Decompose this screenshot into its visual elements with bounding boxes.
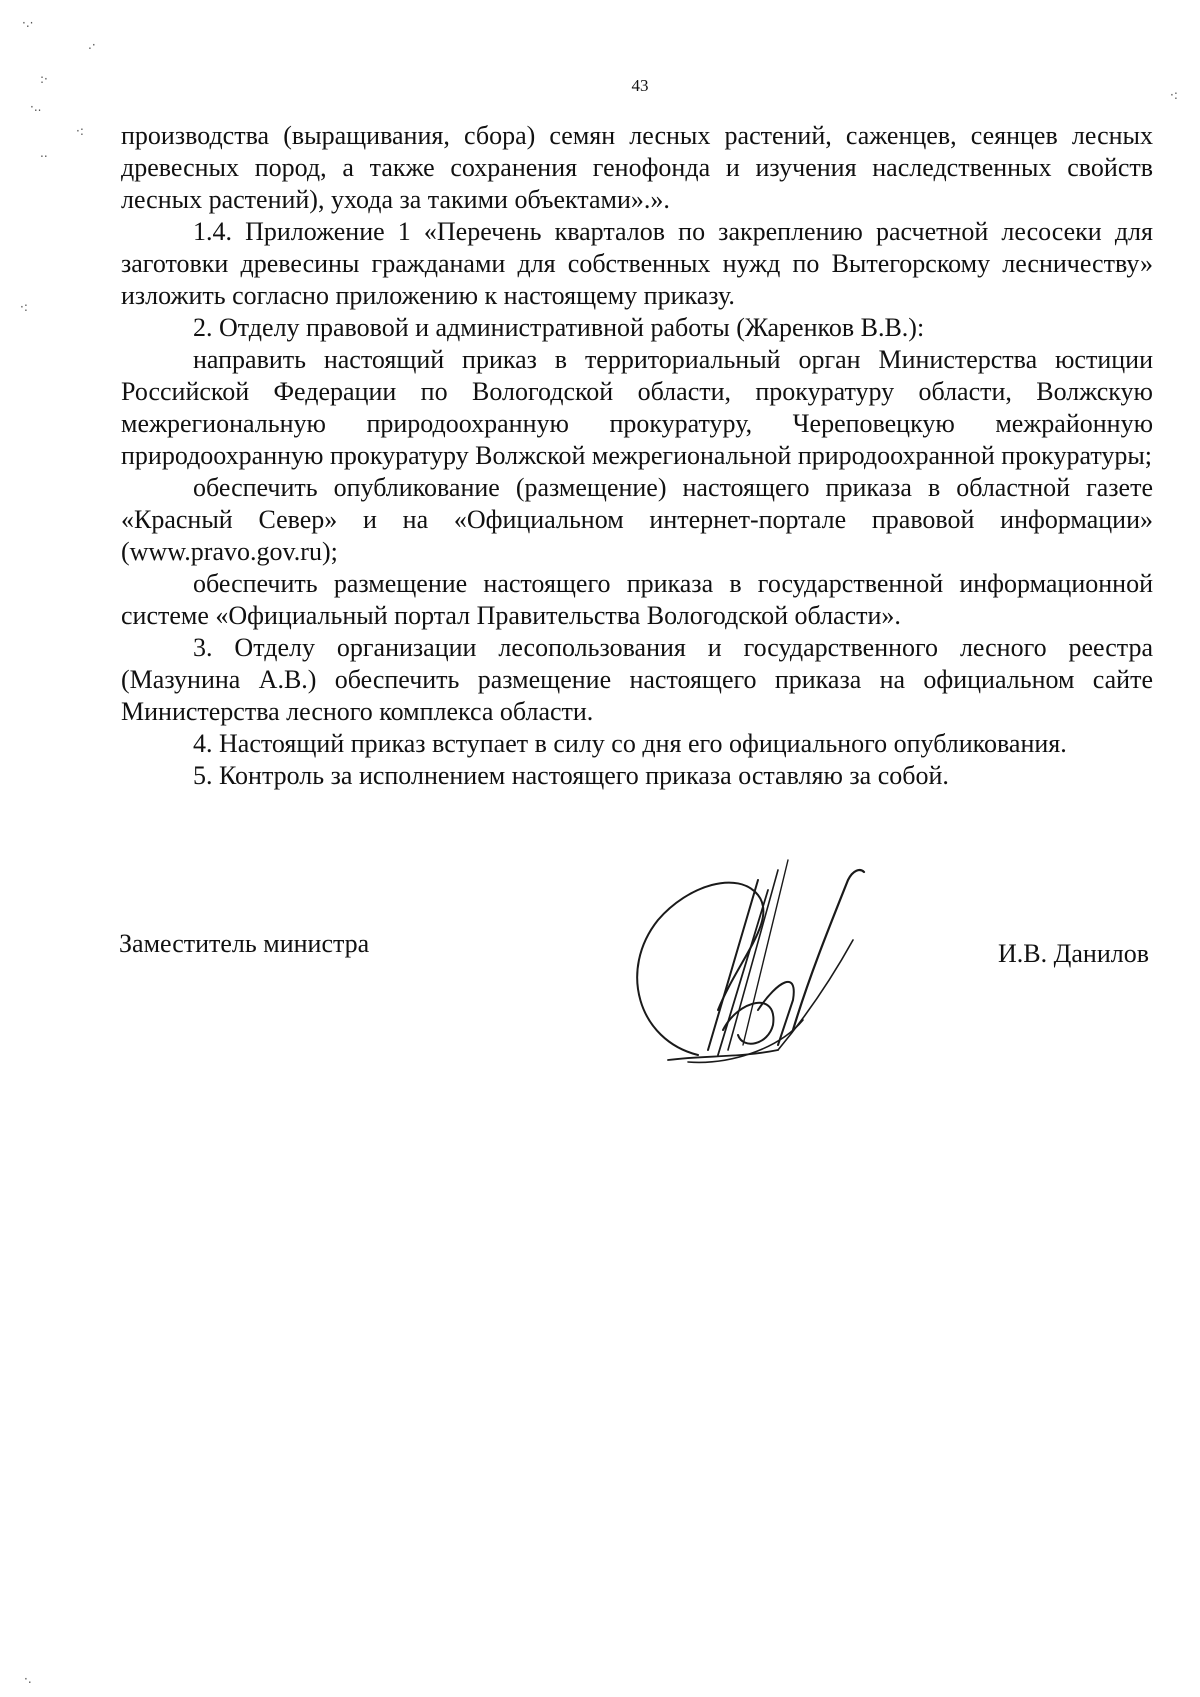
paragraph-4: 4. Настоящий приказ вступает в силу со дня его официального опубликования. [193, 729, 1067, 758]
document-body [121, 120, 1153, 792]
paragraph-1-4: 1.4. Приложение 1 «Перечень кварталов по закреплению расчетной лесосеки для заготовки древесины гражданами для собственных нужд по Вытегорскому лесничеству» изложить согласно приложению к настоящему приказу. [121, 217, 1153, 310]
paragraph-2-publish: обеспечить опубликование (размещение) настоящего приказа в областной газете «Красный Север» и на «Официальном интернет-портале правовой информации» (www.pravo.gov.ru); [121, 473, 1153, 566]
scan-speck: ·: [76, 124, 84, 138]
scan-speck: ·. [24, 1672, 32, 1686]
scan-speck: .· [88, 38, 96, 52]
page-number: 43 [631, 76, 649, 95]
scan-speck: ·: [20, 300, 28, 314]
paragraph-3: 3. Отделу организации лесопользования и государственного лесного реестра (Мазунина А.В.) обеспечить размещение настоящего приказа на официальном сайте Министерства лесного комплекса области. [121, 633, 1153, 726]
paragraph-5: 5. Контроль за исполнением настоящего приказа оставляю за собой. [193, 761, 949, 790]
paragraph-2-direct: направить настоящий приказ в территориальный орган Министерства юстиции Российской Федерации по Вологодской области, прокуратуру области, Волжскую межрегиональную природоохранную прокуратуру, Череповецкую межрайонную природоохранную прокуратуру Волжской межрегиональной природоохранной прокуратуры; [121, 345, 1153, 470]
scan-speck: ·: [1170, 88, 1178, 102]
paragraph-2-place: обеспечить размещение настоящего приказа в государственной информационной системе «Официальный портал Правительства Вологодской области». [121, 569, 1153, 630]
scan-speck: ·.. [30, 100, 42, 114]
scan-speck: :· [40, 72, 48, 86]
paragraph-continuation: производства (выращивания, сбора) семян лесных растений, саженцев, сеянцев лесных древесных пород, а также сохранения генофонда и изучения наследственных свойств лесных растений), ухода за такими объектами».». [121, 121, 1153, 214]
signer-title: Заместитель министра [119, 929, 370, 958]
handwritten-signature [628, 850, 928, 1080]
paragraph-2: 2. Отделу правовой и административной работы (Жаренков В.В.): [193, 313, 925, 342]
scan-speck: .. [40, 146, 48, 160]
signer-name: И.В. Данилов [998, 939, 1149, 968]
scan-speck: ·.· [22, 16, 34, 30]
